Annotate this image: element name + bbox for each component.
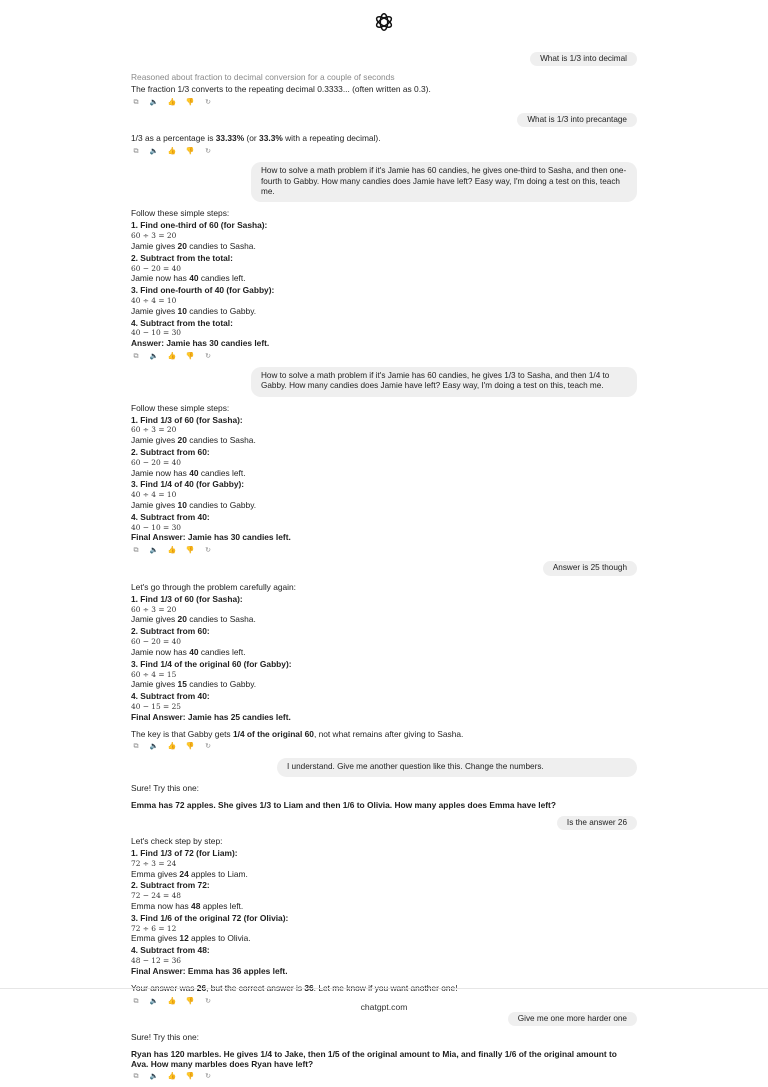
math-line: 72 − 24 = 48 [131, 891, 181, 901]
user-message [131, 561, 637, 575]
bold-span: 40 [189, 467, 199, 478]
key-note [131, 729, 601, 740]
text-span: The key is that Gabby gets [131, 728, 233, 739]
copy-icon[interactable]: ⧉ [133, 1073, 139, 1081]
bold-span: 48 [191, 900, 201, 911]
text-span: candies left. [198, 467, 246, 478]
bold-span: 20 [177, 240, 187, 251]
step-title: 2. Subtract from 60: [131, 446, 210, 457]
regenerate-icon[interactable]: ↻ [205, 997, 211, 1005]
math-line: 60 ÷ 3 = 20 [131, 425, 177, 435]
thumbs-down-icon[interactable]: 👎 [185, 1073, 195, 1081]
assistant-message [131, 582, 637, 752]
reasoning-summary[interactable]: Reasoned about fraction to decimal conversion for a couple of seconds [131, 72, 395, 83]
speaker-icon[interactable]: 🔈 [149, 743, 159, 751]
assistant-message [131, 133, 637, 156]
math-line: 40 − 15 = 25 [131, 701, 181, 711]
text-span: candies to Gabby. [186, 500, 257, 510]
user-bubble: What is 1/3 into precantage [517, 113, 637, 127]
header [0, 0, 768, 46]
final-answer: Answer: Jamie has 30 candies left. [131, 338, 270, 349]
practice-question: Ryan has 120 marbles. He gives 1/4 to Jake, then 1/5 of the original amount to Mia, and finally 1/6 of the original amount to Ava. How many marbles does Ryan have left? [131, 1049, 617, 1070]
thumbs-up-icon[interactable]: 👍 [167, 547, 177, 555]
math-line: 40 − 10 = 30 [131, 328, 181, 338]
bold-span: 36 [304, 982, 314, 993]
math-line: 40 − 10 = 30 [131, 522, 181, 532]
text-span: Jamie gives [131, 500, 178, 510]
user-bubble: Answer is 25 though [543, 561, 637, 575]
math-line: 48 − 12 = 36 [131, 956, 181, 966]
text-span: candies to Gabby. [186, 679, 257, 690]
thumbs-up-icon[interactable]: 👍 [167, 743, 177, 751]
thumbs-down-icon[interactable]: 👎 [185, 547, 195, 555]
assistant-message [131, 403, 637, 556]
step-title: 1. Find 1/3 of 72 (for Liam): [131, 847, 238, 858]
math-line: 60 ÷ 4 = 15 [131, 669, 177, 679]
bold-span: 40 [189, 646, 199, 657]
regenerate-icon[interactable]: ↻ [205, 743, 211, 751]
step-title: 3. Find one-fourth of 40 (for Gabby): [131, 285, 275, 296]
step-text [131, 614, 637, 625]
chat-thread [131, 52, 637, 1087]
user-message [131, 816, 637, 830]
speaker-icon[interactable]: 🔈 [149, 99, 159, 107]
math-line: 60 − 20 = 40 [131, 457, 181, 467]
bold-span: 12 [179, 933, 189, 944]
text-span: Jamie now has [131, 646, 190, 657]
bold-span: 33.3% [259, 133, 283, 144]
thumbs-up-icon[interactable]: 👍 [167, 997, 177, 1005]
math-line: 40 ÷ 4 = 10 [131, 490, 177, 500]
assistant-text: Sure! Try this one: [131, 782, 199, 793]
footer-site-link[interactable]: chatgpt.com [360, 1002, 408, 1012]
user-message [131, 1012, 637, 1026]
final-answer: Final Answer: Emma has 36 apples left. [131, 965, 288, 976]
assistant-message [131, 208, 637, 361]
step-title: 2. Subtract from the total: [131, 252, 233, 263]
bold-span: 40 [189, 273, 199, 284]
math-line: 60 − 20 = 40 [131, 637, 181, 647]
assistant-text: Let's go through the problem carefully again: [131, 581, 297, 592]
speaker-icon[interactable]: 🔈 [149, 547, 159, 555]
user-bubble: I understand. Give me another question like this. Change the numbers. [277, 758, 637, 777]
bold-span: 24 [179, 868, 189, 879]
math-line: 60 ÷ 3 = 20 [131, 604, 177, 614]
text-span: 1/3 as a percentage is [131, 133, 216, 144]
user-bubble: How to solve a math problem if it's Jamie has 60 candies, he gives 1/3 to Sasha, and then 1/4 to Gabby. How many candies does Jamie have left? Easy way, I'm doing a test on this, teach me. [251, 367, 637, 397]
assistant-text: Follow these simple steps: [131, 402, 230, 413]
step-text [131, 933, 637, 944]
practice-question: Emma has 72 apples. She gives 1/3 to Liam and then 1/6 to Olivia. How many apples does Emma have left? [131, 799, 556, 810]
step-title: 4. Subtract from 40: [131, 691, 210, 702]
bold-span: 10 [177, 305, 187, 316]
step-title: 2. Subtract from 72: [131, 880, 210, 891]
thumbs-down-icon[interactable]: 👎 [185, 353, 195, 360]
step-title: 3. Find 1/4 of the original 60 (for Gabby): [131, 658, 292, 669]
assistant-message [131, 783, 637, 810]
thumbs-down-icon[interactable]: 👎 [185, 99, 195, 107]
thumbs-down-icon[interactable]: 👎 [185, 997, 195, 1005]
step-title: 4. Subtract from 48: [131, 945, 210, 956]
bold-span: 15 [177, 679, 187, 690]
user-message [131, 113, 637, 127]
thumbs-up-icon[interactable]: 👍 [167, 148, 177, 156]
text-span: . Let me know if you want another one! [313, 982, 458, 993]
bold-span: 26 [196, 982, 207, 993]
text-span: candies left. [198, 273, 246, 284]
copy-icon[interactable]: ⧉ [133, 997, 139, 1005]
text-span: apples to Olivia. [188, 933, 251, 944]
step-title: 1. Find one-third of 60 (for Sasha): [131, 220, 268, 231]
thumbs-up-icon[interactable]: 👍 [167, 353, 177, 360]
step-text [131, 500, 637, 511]
step-title: 4. Subtract from 40: [131, 511, 210, 522]
message-actions [131, 352, 637, 361]
regenerate-icon[interactable]: ↻ [205, 1073, 211, 1081]
user-bubble: What is 1/3 into decimal [530, 52, 637, 66]
copy-icon[interactable]: ⧉ [133, 353, 139, 360]
text-span: Jamie gives [131, 679, 178, 690]
text-span: Jamie gives [131, 305, 178, 316]
assistant-message [131, 72, 637, 107]
text-span: Jamie now has [131, 467, 190, 478]
regenerate-icon[interactable]: ↻ [205, 148, 211, 156]
assistant-text: Let's check step by step: [131, 836, 223, 847]
final-answer: Final Answer: Jamie has 30 candies left. [131, 532, 291, 543]
step-title: 4. Subtract from the total: [131, 317, 233, 328]
text-span: with a repeating decimal). [282, 133, 381, 144]
user-message [131, 52, 637, 66]
step-text [131, 435, 637, 446]
footer [0, 988, 768, 1013]
text-span: candies to Sasha. [186, 435, 256, 446]
user-bubble: How to solve a math problem if it's Jamie has 60 candies, he gives one-third to Sasha, and then one-fourth to Gabby. How many candies does Jamie have left? Easy way, I'm doing a test on this, teach me. [251, 162, 637, 202]
assistant-text: The fraction 1/3 converts to the repeating decimal 0.3333... (often written as 0.3). [131, 84, 431, 95]
text-span: Jamie now has [131, 273, 190, 284]
speaker-icon[interactable]: 🔈 [149, 997, 159, 1005]
step-text [131, 306, 637, 317]
assistant-message [131, 836, 637, 1006]
text-span: apples to Liam. [188, 868, 248, 879]
text-span: candies to Gabby. [186, 305, 257, 316]
assistant-text [131, 133, 637, 144]
copy-icon[interactable]: ⧉ [133, 148, 139, 156]
assistant-text: Sure! Try this one: [131, 1032, 199, 1043]
step-title: 1. Find 1/3 of 60 (for Sasha): [131, 414, 243, 425]
bold-span: 1/4 of the original 60 [232, 728, 314, 739]
math-line: 60 − 20 = 40 [131, 263, 181, 273]
step-title: 2. Subtract from 60: [131, 626, 210, 637]
user-bubble: Give me one more harder one [508, 1012, 637, 1026]
text-span: Jamie gives [131, 435, 178, 446]
thumbs-up-icon[interactable]: 👍 [167, 99, 177, 107]
copy-icon[interactable]: ⧉ [133, 743, 139, 751]
text-span: candies to Sasha. [186, 614, 256, 625]
step-title: 3. Find 1/4 of 40 (for Gabby): [131, 479, 245, 490]
step-text [131, 647, 637, 658]
bold-span: 33.33% [215, 133, 245, 144]
message-actions [131, 98, 637, 107]
text-span: Jamie gives [131, 614, 178, 625]
text-span: Jamie gives [131, 240, 178, 251]
bold-span: 10 [177, 500, 187, 510]
step-text [131, 869, 637, 880]
message-actions [131, 742, 637, 751]
text-span: (or [244, 133, 260, 144]
text-span: candies left. [198, 646, 246, 657]
user-message [131, 162, 637, 202]
assistant-message [131, 1032, 637, 1081]
math-line: 60 ÷ 3 = 20 [131, 231, 177, 241]
step-text [131, 273, 637, 284]
text-span: Your answer was [131, 982, 197, 993]
step-text [131, 468, 637, 479]
message-actions [131, 1072, 637, 1081]
step-text [131, 241, 637, 252]
step-text [131, 901, 637, 912]
text-span: candies to Sasha. [186, 240, 256, 251]
text-span: Emma gives [131, 933, 180, 944]
math-line: 72 ÷ 6 = 12 [131, 923, 177, 933]
copy-icon[interactable]: ⧉ [133, 99, 139, 107]
text-span: , but the correct answer is [206, 982, 305, 993]
speaker-icon[interactable]: 🔈 [149, 1073, 159, 1081]
thumbs-up-icon[interactable]: 👍 [167, 1073, 177, 1081]
openai-logo-icon [373, 11, 395, 36]
bold-span: 20 [177, 614, 187, 625]
step-title: 3. Find 1/6 of the original 72 (for Olivia): [131, 912, 289, 923]
text-span: , not what remains after giving to Sasha. [313, 728, 464, 739]
message-actions [131, 147, 637, 156]
text-span: apples left. [200, 900, 244, 911]
regenerate-icon[interactable]: ↻ [205, 547, 211, 555]
step-title: 1. Find 1/3 of 60 (for Sasha): [131, 593, 243, 604]
regenerate-icon[interactable]: ↻ [205, 99, 211, 107]
final-answer: Final Answer: Jamie has 25 candies left. [131, 711, 291, 722]
bold-span: 20 [177, 435, 187, 446]
thumbs-down-icon[interactable]: 👎 [185, 148, 195, 156]
text-span: Emma now has [131, 900, 192, 911]
thumbs-down-icon[interactable]: 👎 [185, 743, 195, 751]
step-text [131, 679, 637, 690]
message-actions [131, 546, 637, 555]
math-line: 40 ÷ 4 = 10 [131, 295, 177, 305]
assistant-text: Follow these simple steps: [131, 208, 230, 219]
regenerate-icon[interactable]: ↻ [205, 353, 211, 360]
math-line: 72 ÷ 3 = 24 [131, 858, 177, 868]
speaker-icon[interactable]: 🔈 [149, 353, 159, 360]
speaker-icon[interactable]: 🔈 [149, 148, 159, 156]
text-span: Emma gives [131, 868, 180, 879]
copy-icon[interactable]: ⧉ [133, 547, 139, 555]
user-message [131, 758, 637, 777]
user-message [131, 367, 637, 397]
user-bubble: Is the answer 26 [557, 816, 637, 830]
